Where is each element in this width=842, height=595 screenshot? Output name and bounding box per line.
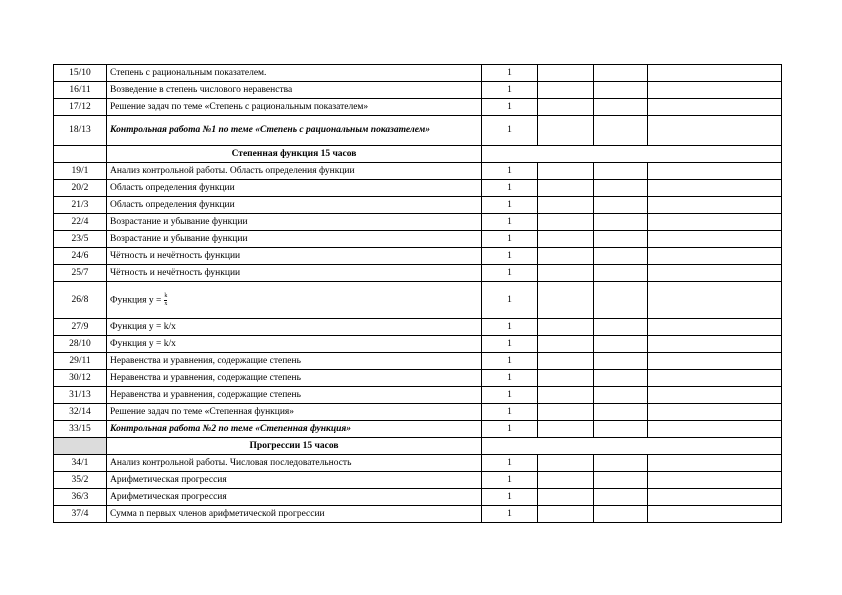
empty-cell (538, 336, 594, 353)
table-row (54, 82, 782, 99)
lesson-hours: 1 (482, 455, 538, 472)
empty-cell (648, 506, 782, 523)
empty-cell (648, 282, 782, 319)
empty-cell (648, 404, 782, 421)
lesson-topic (107, 282, 482, 319)
empty-cell (538, 421, 594, 438)
empty-cell (594, 370, 648, 387)
lesson-number: 30/12 (54, 370, 107, 387)
lesson-topic: Возрастание и убывание функции (107, 231, 482, 248)
table-row (54, 319, 782, 336)
empty-cell (594, 214, 648, 231)
empty-cell (594, 231, 648, 248)
lesson-topic: Возведение в степень числового неравенства (107, 82, 482, 99)
empty-cell (648, 455, 782, 472)
section-row (54, 146, 782, 163)
empty-cell (594, 336, 648, 353)
empty-cell (538, 180, 594, 197)
lesson-topic: Функция у = k/x (107, 319, 482, 336)
lesson-number: 25/7 (54, 265, 107, 282)
empty-cell (594, 248, 648, 265)
lesson-number: 37/4 (54, 506, 107, 523)
empty-cell (54, 146, 107, 163)
lesson-topic: Функция у = k/x (107, 336, 482, 353)
empty-cell (538, 99, 594, 116)
empty-cell (538, 116, 594, 146)
empty-cell (648, 214, 782, 231)
empty-cell (594, 319, 648, 336)
lesson-hours: 1 (482, 404, 538, 421)
empty-cell (648, 387, 782, 404)
table-row (54, 180, 782, 197)
lesson-hours: 1 (482, 214, 538, 231)
empty-cell (648, 370, 782, 387)
table-row (54, 387, 782, 404)
empty-cell (648, 65, 782, 82)
lesson-number: 28/10 (54, 336, 107, 353)
lesson-topic: Анализ контрольной работы. Числовая последовательность (107, 455, 482, 472)
empty-cell (538, 353, 594, 370)
empty-cell (594, 65, 648, 82)
empty-cell (538, 248, 594, 265)
table-row (54, 489, 782, 506)
lesson-topic: Неравенства и уравнения, содержащие степень (107, 353, 482, 370)
table-row (54, 116, 782, 146)
empty-cell (54, 438, 107, 455)
lesson-hours: 1 (482, 370, 538, 387)
lesson-topic: Возрастание и убывание функции (107, 214, 482, 231)
empty-cell (538, 214, 594, 231)
lesson-plan-table (53, 64, 782, 523)
lesson-hours: 1 (482, 265, 538, 282)
table-row (54, 455, 782, 472)
table-row (54, 65, 782, 82)
empty-cell (482, 438, 782, 455)
empty-cell (538, 455, 594, 472)
table-row (54, 231, 782, 248)
lesson-topic: Область определения функции (107, 180, 482, 197)
empty-cell (538, 387, 594, 404)
lesson-topic: Контрольная работа №1 по теме «Степень с рациональным показателем» (107, 116, 482, 146)
lesson-hours: 1 (482, 248, 538, 265)
lesson-topic: Решение задач по теме «Степенная функция» (107, 404, 482, 421)
lesson-number: 36/3 (54, 489, 107, 506)
lesson-hours: 1 (482, 82, 538, 99)
table-row (54, 282, 782, 319)
empty-cell (594, 489, 648, 506)
table-row (54, 506, 782, 523)
empty-cell (648, 421, 782, 438)
lesson-hours: 1 (482, 180, 538, 197)
empty-cell (482, 146, 782, 163)
empty-cell (594, 353, 648, 370)
empty-cell (594, 180, 648, 197)
lesson-hours: 1 (482, 472, 538, 489)
empty-cell (594, 282, 648, 319)
lesson-hours: 1 (482, 282, 538, 319)
lesson-number: 18/13 (54, 116, 107, 146)
lesson-topic: Степень с рациональным показателем. (107, 65, 482, 82)
empty-cell (594, 197, 648, 214)
lesson-number: 16/11 (54, 82, 107, 99)
section-row (54, 438, 782, 455)
lesson-hours: 1 (482, 319, 538, 336)
fraction-denominator: x (164, 300, 168, 307)
table-row (54, 336, 782, 353)
lesson-number: 29/11 (54, 353, 107, 370)
empty-cell (648, 99, 782, 116)
table-row (54, 248, 782, 265)
empty-cell (594, 472, 648, 489)
empty-cell (538, 197, 594, 214)
empty-cell (538, 282, 594, 319)
lesson-topic: Область определения функции (107, 197, 482, 214)
empty-cell (594, 421, 648, 438)
lesson-topic: Арифметическая прогрессия (107, 489, 482, 506)
lesson-hours: 1 (482, 387, 538, 404)
lesson-number: 26/8 (54, 282, 107, 319)
lesson-number: 35/2 (54, 472, 107, 489)
lesson-number: 19/1 (54, 163, 107, 180)
empty-cell (594, 265, 648, 282)
empty-cell (648, 180, 782, 197)
lesson-hours: 1 (482, 231, 538, 248)
empty-cell (594, 455, 648, 472)
lesson-topic: Арифметическая прогрессия (107, 472, 482, 489)
empty-cell (538, 489, 594, 506)
empty-cell (648, 265, 782, 282)
empty-cell (648, 336, 782, 353)
lesson-hours: 1 (482, 353, 538, 370)
fraction-numerator: k (164, 292, 168, 299)
lesson-topic: Решение задач по теме «Степень с рациональным показателем» (107, 99, 482, 116)
lesson-hours: 1 (482, 489, 538, 506)
empty-cell (648, 248, 782, 265)
table-row (54, 353, 782, 370)
empty-cell (538, 265, 594, 282)
table-row (54, 99, 782, 116)
lesson-number: 21/3 (54, 197, 107, 214)
empty-cell (538, 65, 594, 82)
empty-cell (648, 231, 782, 248)
table-row (54, 197, 782, 214)
lesson-number: 31/13 (54, 387, 107, 404)
lesson-hours: 1 (482, 65, 538, 82)
lesson-number: 23/5 (54, 231, 107, 248)
table-row (54, 214, 782, 231)
empty-cell (538, 472, 594, 489)
section-title: Степенная функция 15 часов (107, 146, 482, 163)
lesson-hours: 1 (482, 163, 538, 180)
empty-cell (594, 99, 648, 116)
lesson-topic: Неравенства и уравнения, содержащие степень (107, 387, 482, 404)
table-row (54, 421, 782, 438)
empty-cell (648, 472, 782, 489)
table-row (54, 404, 782, 421)
lesson-number: 33/15 (54, 421, 107, 438)
empty-cell (594, 387, 648, 404)
lesson-number: 27/9 (54, 319, 107, 336)
lesson-number: 24/6 (54, 248, 107, 265)
fraction (164, 293, 167, 308)
table-row (54, 370, 782, 387)
lesson-number: 15/10 (54, 65, 107, 82)
table-row (54, 163, 782, 180)
empty-cell (648, 163, 782, 180)
empty-cell (538, 82, 594, 99)
empty-cell (648, 489, 782, 506)
empty-cell (538, 506, 594, 523)
lesson-topic: Чётность и нечётность функции (107, 248, 482, 265)
lesson-topic: Неравенства и уравнения, содержащие степень (107, 370, 482, 387)
empty-cell (594, 506, 648, 523)
topic-text: Функция у = (110, 295, 162, 306)
section-title: Прогрессии 15 часов (107, 438, 482, 455)
empty-cell (594, 82, 648, 99)
lesson-topic: Сумма n первых членов арифметической прогрессии (107, 506, 482, 523)
empty-cell (538, 404, 594, 421)
lesson-number: 20/2 (54, 180, 107, 197)
empty-cell (538, 163, 594, 180)
lesson-number: 32/14 (54, 404, 107, 421)
lesson-hours: 1 (482, 506, 538, 523)
empty-cell (538, 319, 594, 336)
lesson-topic: Контрольная работа №2 по теме «Степенная функция» (107, 421, 482, 438)
table-row (54, 472, 782, 489)
lesson-number: 22/4 (54, 214, 107, 231)
lesson-hours: 1 (482, 336, 538, 353)
empty-cell (648, 82, 782, 99)
table-row (54, 265, 782, 282)
empty-cell (648, 197, 782, 214)
lesson-topic: Анализ контрольной работы. Область определения функции (107, 163, 482, 180)
empty-cell (648, 353, 782, 370)
lesson-hours: 1 (482, 197, 538, 214)
lesson-hours: 1 (482, 421, 538, 438)
lesson-hours: 1 (482, 116, 538, 146)
empty-cell (594, 404, 648, 421)
lesson-topic: Чётность и нечётность функции (107, 265, 482, 282)
empty-cell (538, 231, 594, 248)
lesson-number: 34/1 (54, 455, 107, 472)
lesson-number: 17/12 (54, 99, 107, 116)
empty-cell (648, 319, 782, 336)
lesson-hours: 1 (482, 99, 538, 116)
empty-cell (648, 116, 782, 146)
empty-cell (594, 163, 648, 180)
empty-cell (594, 116, 648, 146)
empty-cell (538, 370, 594, 387)
